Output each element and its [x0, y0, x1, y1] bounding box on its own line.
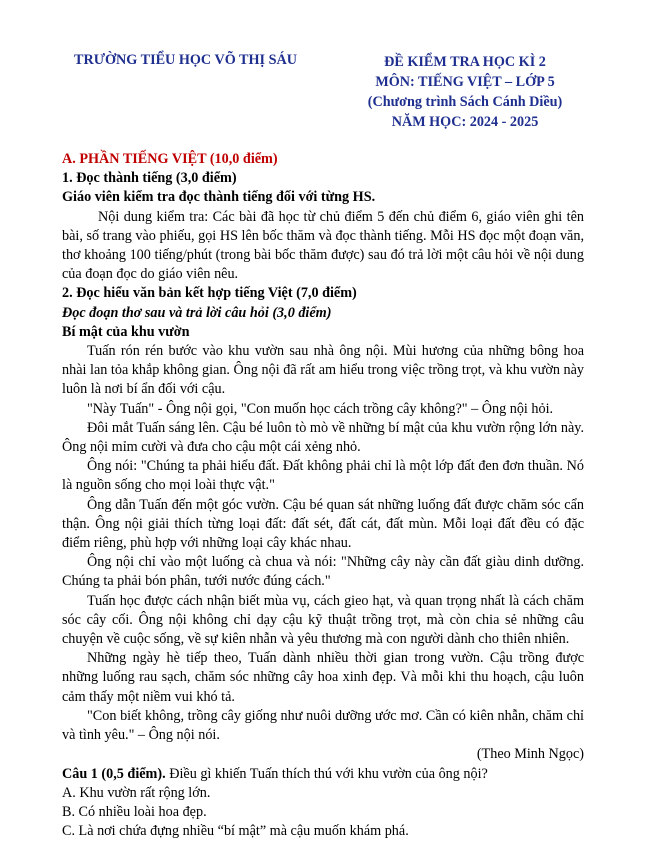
part1-body: Nội dung kiểm tra: Các bài đã học từ chủ điểm 5 đến chủ điểm 6, giáo viên ghi tên bài, số trang vào phiếu, gọi HS lên bốc thăm và đọc thành tiếng. Mỗi HS đọc một đoạn văn, thơ khoảng 100 tiếng/phút (trong bài bốc thăm được) sau đó trả lời một câu hỏi về nội dung của đoạn đọc do giáo viên nêu. — [62, 208, 584, 283]
exam-header — [0, 52, 657, 132]
answer-option: B. Có nhiều loài hoa đẹp. — [62, 803, 207, 820]
section-a-title: A. PHẦN TIẾNG VIỆT (10,0 điểm) — [62, 151, 278, 167]
story-paragraph: Ông nội chỉ vào một luống cà chua và nói: "Những cây này cần đất giàu dinh dưỡng. Chúng ta phải bón phân, tưới nước đúng cách." — [62, 554, 584, 590]
part1-subtitle: Giáo viên kiểm tra đọc thành tiếng đối với từng HS. — [62, 189, 376, 206]
exam-title: ĐỀ KIỂM TRA HỌC KÌ 2 — [384, 54, 546, 70]
story-paragraph: Tuấn rón rén bước vào khu vườn sau nhà ông nội. Mùi hương của những bông hoa nhài lan tỏa khắp không gian. Ông nội đã rất am hiểu trong việc trồng trọt, và khu vườn này luôn là nơi bí ẩn đối với cậu. — [62, 343, 584, 398]
question-1-text: Điều gì khiến Tuấn thích thú với khu vườn của ông nội? — [165, 765, 488, 782]
story-paragraph: Ông dẫn Tuấn đến một góc vườn. Cậu bé quan sát những luống đất được chăm sóc cẩn thận. Ông nội giải thích từng loại đất: đất sét, đất cát, đất mùn. Mỗi loại đất đều có đặc điểm riêng, phù hợp với những loại cây khác nhau. — [62, 496, 584, 552]
part2-title: 2. Đọc hiểu văn bản kết hợp tiếng Việt (7,0 điểm) — [62, 285, 357, 302]
story-title: Bí mật của khu vườn — [62, 323, 190, 340]
answer-option: A. Khu vườn rất rộng lớn. — [62, 784, 211, 801]
story-paragraph: Ông nói: "Chúng ta phải hiểu đất. Đất không phải chỉ là một lớp đất đen đơn thuần. Nó là nguồn sống cho mọi loài thực vật." — [62, 458, 584, 494]
story-paragraph: "Này Tuấn" - Ông nội gọi, "Con muốn học cách trồng cây không?" – Ông nội hỏi. — [87, 400, 554, 417]
story-paragraph: Những ngày hè tiếp theo, Tuấn dành nhiều thời gian trong vườn. Cậu trồng được những luống rau sạch, chăm sóc những cây hoa xinh đẹp. Và mỗi khi thu hoạch, cậu luôn cảm thấy một niềm vui khó tả. — [62, 650, 584, 705]
story-paragraph: Đôi mắt Tuấn sáng lên. Cậu bé luôn tò mò về những bí mật của khu vườn rộng lớn này. Ông nội mỉm cười và đưa cho cậu một cái xẻng nhỏ. — [62, 419, 584, 456]
part1-title: 1. Đọc thành tiếng (3,0 điểm) — [62, 170, 237, 187]
exam-content — [62, 150, 584, 841]
question-1 — [62, 765, 584, 784]
story-source: (Theo Minh Ngọc) — [476, 746, 584, 763]
story-paragraph: Tuấn học được cách nhận biết mùa vụ, cách gieo hạt, và quan trọng nhất là cách chăm sóc cây cối. Ông nội không chỉ dạy cậu kỹ thuật trồng trọt, mà còn chia sẻ những câu chuyện về cuộc sống, về sự kiên nhẫn và yêu thương mà con người dành cho thiên nhiên. — [62, 592, 584, 648]
part2-instruction: Đọc đoạn thơ sau và trả lời câu hỏi (3,0 điểm) — [62, 304, 332, 321]
exam-info — [340, 52, 590, 132]
school-name: TRƯỜNG TIỂU HỌC VÕ THỊ SÁU — [74, 52, 297, 68]
program-line: (Chương trình Sách Cánh Diều) — [367, 94, 563, 110]
answer-option: C. Là nơi chứa đựng nhiều “bí mật” mà cậu muốn khám phá. — [62, 823, 409, 840]
school-year: NĂM HỌC: 2024 - 2025 — [391, 114, 539, 130]
story-paragraph: "Con biết không, trồng cây giống như nuôi dưỡng ước mơ. Cần có kiên nhẫn, chăm chỉ và tình yêu." – Ông nội nói. — [62, 707, 584, 744]
subject-line: MÔN: TIẾNG VIỆT – LỚP 5 — [375, 74, 555, 90]
question-1-label: Câu 1 (0,5 điểm). — [62, 765, 166, 782]
